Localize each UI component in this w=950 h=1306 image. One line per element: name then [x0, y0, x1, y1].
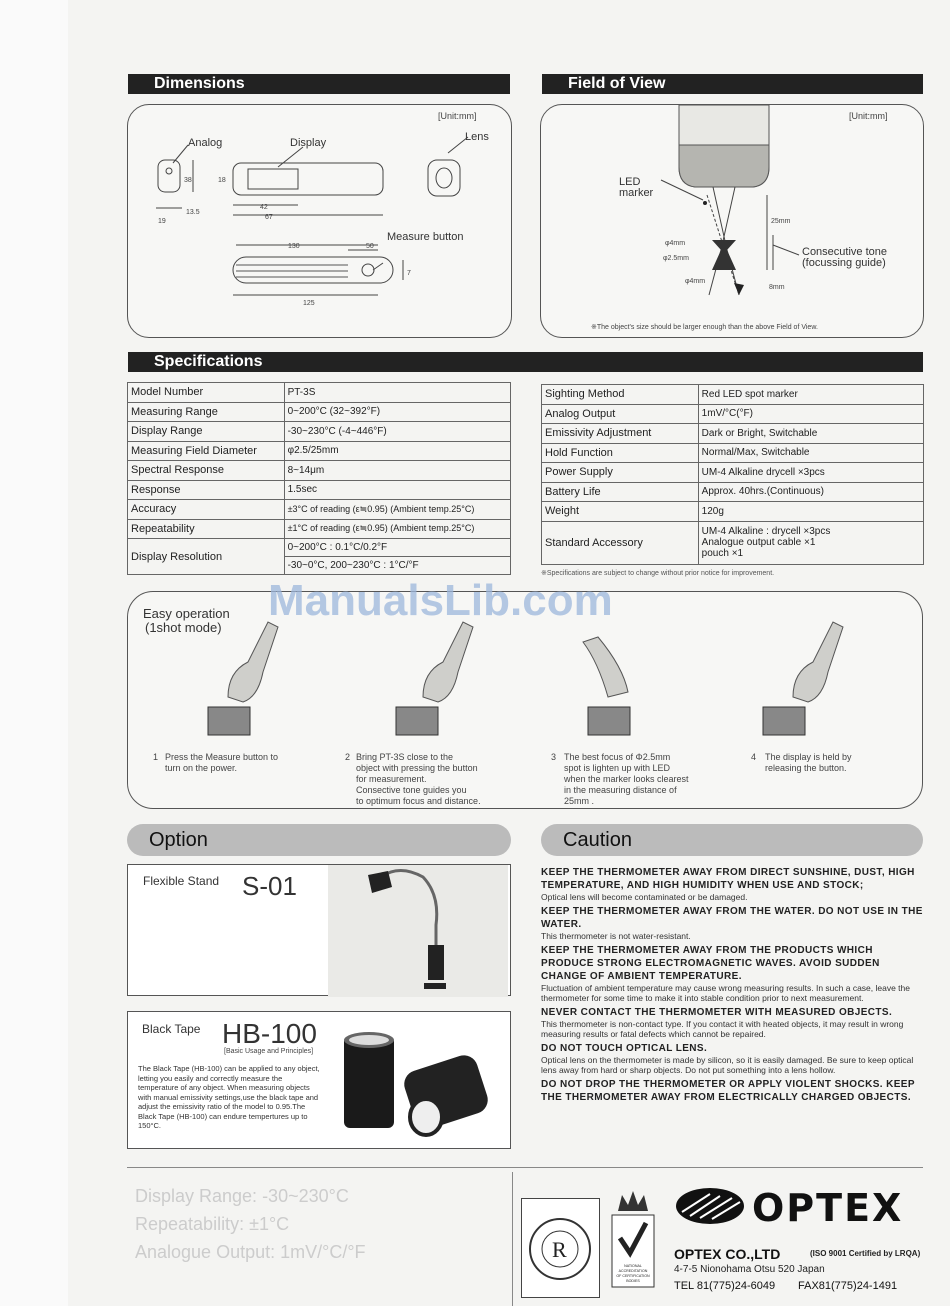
caution-item — [541, 944, 923, 1003]
crown-icon — [608, 1183, 658, 1296]
step-number: 2 — [345, 752, 351, 762]
display-label: Display — [290, 137, 327, 149]
spec-key: Standard Accessory — [542, 521, 699, 564]
spec-key: Model Number — [128, 383, 285, 403]
company-address: 4-7-5 Nionohama Otsu 520 Japan — [674, 1264, 825, 1275]
spec-row — [128, 480, 511, 500]
faded-line: Repeatability: ±1°C — [135, 1214, 290, 1234]
spec-value: ±1°C of reading (ε≒0.95) (Ambient temp.25°C) — [284, 519, 510, 539]
optex-emblem-icon — [674, 1186, 746, 1226]
svg-text:NATIONAL: NATIONAL — [624, 1264, 642, 1268]
spec-value: UM-4 Alkaline drycell ×3pcs — [698, 463, 923, 483]
black-tape-panel — [127, 1011, 511, 1149]
step-text: Bring PT-3S close to the object with pressing the button for measurement. Consective tone guides you to optimum focus and distance. — [356, 752, 481, 806]
spec-key: Repeatability — [128, 519, 285, 539]
watermark: ManualsLib.com — [268, 576, 613, 625]
spec-row — [542, 463, 924, 483]
spec-value: 120g — [698, 502, 923, 522]
spec-value: 1mV/°C(°F) — [698, 404, 923, 424]
caution-heading: KEEP THE THERMOMETER AWAY FROM DIRECT SUNSHINE, DUST, HIGH TEMPERATURE, AND HIGH HUMIDITY WHEN USE AND STOCK; — [541, 867, 915, 891]
svg-text:ACCREDITATION: ACCREDITATION — [618, 1269, 648, 1273]
focussing-guide-label: (focussing guide) — [802, 257, 886, 269]
spec-key: Hold Function — [542, 443, 699, 463]
tape-description: The Black Tape (HB-100) can be applied to any object, letting you easily and correctly measure the temperature of any object. When measuring objects with manual emissivity settings,use the black tape and adjust the emissivity ratio of the model to 0.95.The Black Tape (HB-100) can endure tempertures up to 150°C. — [138, 1064, 320, 1130]
fov-phi4-bottom: φ4mm — [685, 278, 706, 285]
nacb-mark — [608, 1183, 658, 1296]
caution-heading: KEEP THE THERMOMETER AWAY FROM THE PRODUCTS WHICH PRODUCE STRONG ELECTROMAGNETIC WAVES. AVOID SUDDEN CHANGE OF AMBIENT TEMPERATURE. — [541, 945, 880, 982]
spec-key: Accuracy — [128, 500, 285, 520]
spec-table-left — [127, 382, 511, 575]
lens-label: Lens — [465, 131, 489, 143]
spec-value — [698, 521, 923, 564]
tape-label: Black Tape — [142, 1022, 201, 1036]
caution-item — [541, 1078, 923, 1104]
stand-label: Flexible Stand — [143, 874, 220, 888]
dim-130: 130 — [288, 243, 300, 250]
spec-key: Display Range — [128, 422, 285, 442]
svg-text:OF CERTIFICATION: OF CERTIFICATION — [616, 1274, 650, 1278]
flexible-stand-panel — [127, 864, 511, 996]
dim-7: 7 — [407, 270, 411, 277]
caution-detail: Optical lens will become contaminated or be damaged. — [541, 892, 748, 902]
fov-phi4-top: φ4mm — [665, 240, 686, 247]
dim-18: 18 — [218, 177, 226, 184]
spec-value: -30~230°C (-4~446°F) — [284, 422, 510, 442]
svg-text:BODIES: BODIES — [626, 1279, 640, 1283]
spec-row — [128, 500, 511, 520]
caution-heading: KEEP THE THERMOMETER AWAY FROM THE WATER. DO NOT USE IN THE WATER. — [541, 906, 923, 930]
lrqa-seal-icon — [522, 1199, 599, 1297]
spec-value: Approx. 40hrs.(Continuous) — [698, 482, 923, 502]
step-number: 1 — [153, 752, 159, 762]
dimension-drawing — [128, 105, 513, 339]
spec-key: Display Resolution — [128, 539, 285, 575]
spec-key: Analog Output — [542, 404, 699, 424]
spec-key: Spectral Response — [128, 461, 285, 481]
spec-row — [128, 519, 511, 539]
operation-title: Easy operation — [143, 606, 230, 621]
led-marker-label: LED marker — [619, 176, 654, 199]
fov-header: Field of View — [542, 74, 923, 94]
tape-subtitle: [Basic Usage and Principles] — [224, 1048, 314, 1055]
caution-detail: This thermometer is non-contact type. If you contact it with heated objects, it may result in wrong measuring results or fatal defects which cannot be repaired. — [541, 1019, 904, 1039]
fov-8mm: 8mm — [769, 284, 785, 291]
dim-67: 67 — [265, 214, 273, 221]
dim-42: 42 — [260, 204, 268, 211]
spec-row — [128, 383, 511, 403]
spec-value: φ2.5/25mm — [284, 441, 510, 461]
spec-key: Emissivity Adjustment — [542, 424, 699, 444]
spec-row — [128, 539, 511, 557]
spec-value: Normal/Max, Switchable — [698, 443, 923, 463]
caution-detail: This thermometer is not water-resistant. — [541, 931, 691, 941]
caution-item — [541, 1042, 923, 1075]
spec-row — [542, 404, 924, 424]
dimensions-panel — [127, 104, 512, 338]
spec-value: 1.5sec — [284, 480, 510, 500]
specifications-header: Specifications — [128, 352, 923, 372]
spec-key: Weight — [542, 502, 699, 522]
spec-value: PT-3S — [284, 383, 510, 403]
accessory-1: UM-4 Alkaline : drycell ×3pcs — [701, 526, 831, 537]
footer-vertical-divider — [512, 1172, 513, 1306]
spec-key: Battery Life — [542, 482, 699, 502]
dimensions-unit: [Unit:mm] — [438, 111, 477, 121]
footer-divider — [127, 1167, 923, 1168]
iso-certification: (ISO 9001 Certified by LRQA) — [810, 1249, 921, 1258]
fov-phi25: φ2.5mm — [663, 255, 689, 262]
spec-row — [128, 422, 511, 442]
spec-row — [542, 443, 924, 463]
consecutive-tone-label: Consecutive tone — [802, 246, 887, 258]
spec-value: 0~200°C : 0.1°C/0.2°F — [284, 539, 510, 557]
step-text: The display is held by releasing the button. — [765, 752, 852, 773]
caution-detail: Fluctuation of ambient temperature may cause wrong measuring results. In such a case, leave the thermometer for some time to make it into stable condition prior to next measurement. — [541, 983, 910, 1003]
caution-heading: DO NOT DROP THE THERMOMETER OR APPLY VIOLENT SHOCKS. KEEP THE THERMOMETER AWAY FROM ELECTRICALLY CHARGED OBJECTS. — [541, 1079, 915, 1103]
spec-key: Measuring Field Diameter — [128, 441, 285, 461]
tape-image — [338, 1022, 508, 1142]
caution-item — [541, 1006, 923, 1039]
spec-row — [542, 385, 924, 405]
spec-table-right — [541, 384, 924, 565]
dim-38: 38 — [184, 177, 192, 184]
spec-value: 0~200°C (32~392°F) — [284, 402, 510, 422]
faded-line: Analogue Output: 1mV/°C/°F — [135, 1242, 366, 1262]
step-number: 3 — [551, 752, 557, 762]
spec-key: Response — [128, 480, 285, 500]
company-tel: TEL 81(775)24-6049 — [674, 1280, 776, 1292]
operation-subtitle: (1shot mode) — [145, 620, 222, 635]
measure-button-label: Measure button — [387, 231, 464, 243]
spec-value: Dark or Bright, Switchable — [698, 424, 923, 444]
step-text: The best focus of Φ2.5mm spot is lighten up with LED when the marker looks clearest in the measuring distance of 25mm . — [564, 752, 689, 806]
dimensions-header: Dimensions — [128, 74, 510, 94]
stand-image — [328, 865, 508, 997]
analog-label: Analog — [188, 137, 223, 149]
fov-panel — [540, 104, 924, 338]
caution-item — [541, 866, 923, 902]
caution-heading: NEVER CONTACT THE THERMOMETER WITH MEASURED OBJECTS. — [541, 1007, 893, 1018]
fov-drawing — [541, 105, 925, 339]
fov-note: ※The object's size should be larger enough than the above Field of View. — [591, 324, 818, 331]
spec-row — [128, 402, 511, 422]
caution-item — [541, 905, 923, 941]
dim-19: 19 — [158, 218, 166, 225]
step-text: Press the Measure button to turn on the power. — [165, 752, 279, 773]
stand-model: S-01 — [242, 871, 297, 901]
spec-row — [542, 424, 924, 444]
spec-key: Power Supply — [542, 463, 699, 483]
spec-note: ※Specifications are subject to change without prior notice for improvement. — [541, 570, 775, 577]
fov-25mm: 25mm — [771, 218, 791, 225]
caution-header: Caution — [541, 824, 923, 856]
spec-value: ±3°C of reading (ε≒0.95) (Ambient temp.25°C) — [284, 500, 510, 520]
spec-row — [542, 482, 924, 502]
spec-row — [542, 521, 924, 564]
lrqa-logo — [521, 1198, 600, 1298]
svg-text:R: R — [552, 1237, 567, 1262]
caution-list — [541, 866, 923, 1104]
caution-detail: Optical lens on the thermometer is made by silicon, so it is easily damaged. Be sure to keep optical lens away from hard or sharp objects. Do not put something into a lens hollow. — [541, 1055, 914, 1075]
scan-margin — [0, 0, 68, 1306]
fov-unit: [Unit:mm] — [849, 111, 888, 121]
caution-heading: DO NOT TOUCH OPTICAL LENS. — [541, 1043, 708, 1054]
spec-value: -30~0°C, 200~230°C : 1°C/°F — [284, 557, 510, 575]
spec-key: Sighting Method — [542, 385, 699, 405]
step-number: 4 — [751, 752, 757, 762]
spec-value: Red LED spot marker — [698, 385, 923, 405]
dim-125: 125 — [303, 300, 315, 307]
spec-row — [128, 441, 511, 461]
accessory-3: pouch ×1 — [701, 548, 744, 559]
tape-model: HB-100 — [222, 1018, 317, 1049]
faded-line: Display Range: -30~230°C — [135, 1186, 349, 1206]
spec-value: 8~14μm — [284, 461, 510, 481]
spec-row — [542, 502, 924, 522]
company-name: OPTEX CO.,LTD — [674, 1246, 781, 1262]
option-header: Option — [127, 824, 511, 856]
faded-background-text — [135, 1182, 366, 1266]
spec-key: Measuring Range — [128, 402, 285, 422]
dim-50: 50 — [366, 243, 374, 250]
accessory-2: Analogue output cable ×1 — [701, 537, 816, 548]
optex-brand: OPTEX — [752, 1186, 904, 1230]
dim-135: 13.5 — [186, 209, 200, 216]
company-fax: FAX81(775)24-1491 — [798, 1280, 898, 1292]
spec-row — [128, 461, 511, 481]
